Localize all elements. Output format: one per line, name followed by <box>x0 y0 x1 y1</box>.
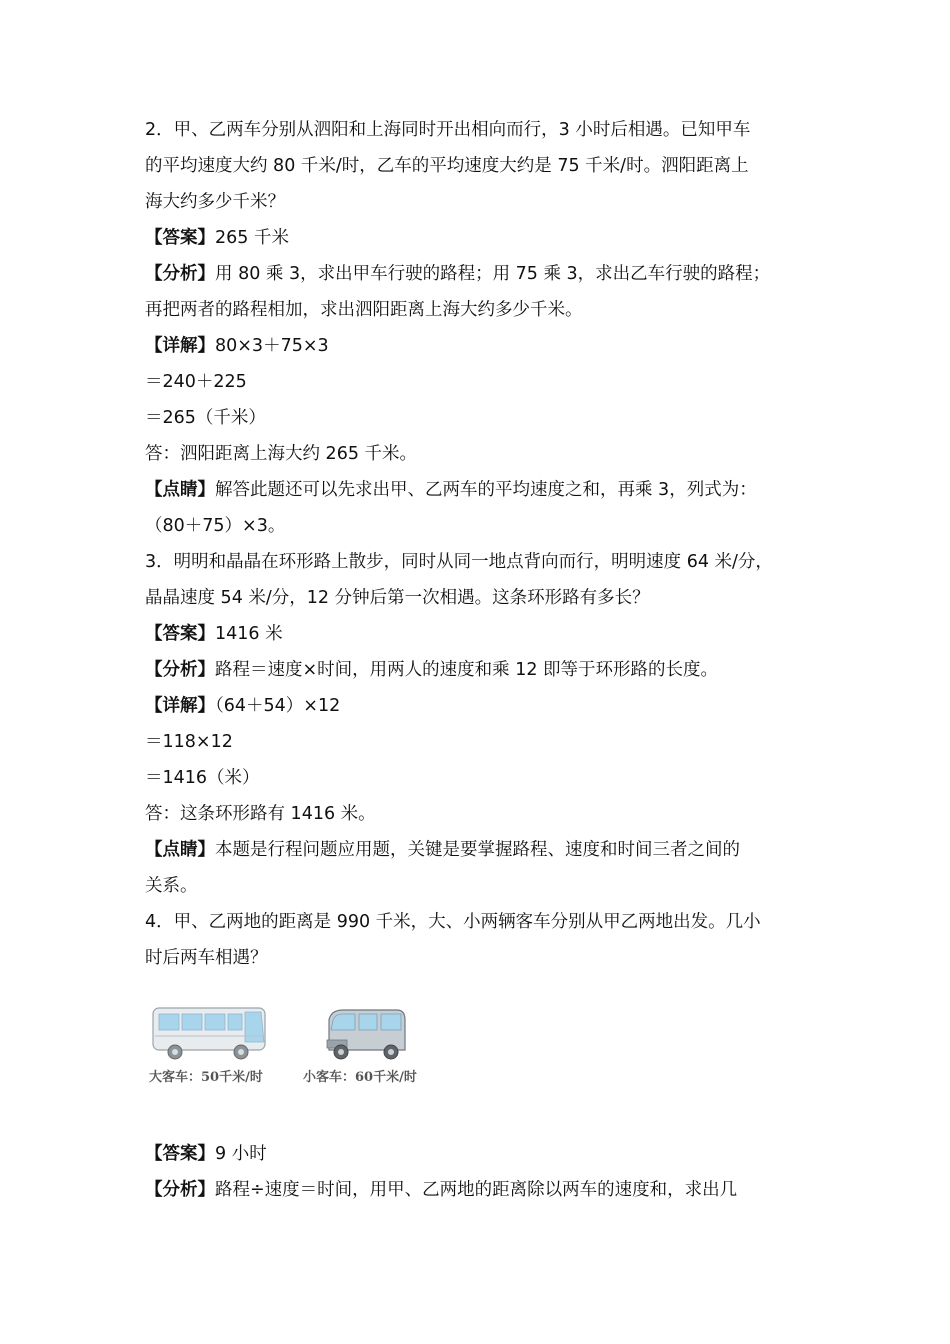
q2-analysis-cont: 再把两者的路程相加，求出泗阳距离上海大约多少千米。 <box>145 300 583 320</box>
q2-problem-line: 海大约多少千米？ <box>145 192 285 212</box>
big-bus-caption: 大客车：50千米/时 <box>149 1070 263 1085</box>
detail-tag: 【详解】 <box>145 696 215 716</box>
q4-answer <box>145 1144 825 1180</box>
small-bus-caption: 小客车：60千米/时 <box>303 1070 417 1085</box>
answer-text: 265 千米 <box>215 228 289 248</box>
bus-icon <box>151 1002 269 1062</box>
q2-problem-line: 2．甲、乙两车分别从泗阳和上海同时开出相向而行，3 小时后相遇。已知甲车 <box>145 120 751 140</box>
analysis-text: 路程＝速度×时间，用两人的速度和乘 12 即等于环形路的长度。 <box>215 660 719 680</box>
document-page <box>145 120 825 1216</box>
q4-problem-line: 时后两车相遇？ <box>145 948 268 968</box>
van-icon <box>325 1006 409 1064</box>
tip-text: 解答此题还可以先求出甲、乙两车的平均速度之和，再乘 3，列式为： <box>215 480 757 500</box>
q2-detail-step: ＝265（千米） <box>145 408 266 428</box>
detail-text: （64＋54）×12 <box>215 696 341 716</box>
detail-tag: 【详解】 <box>145 336 215 356</box>
answer-tag: 【答案】 <box>145 1144 215 1164</box>
q4-analysis <box>145 1180 825 1216</box>
answer-text: 1416 米 <box>215 624 283 644</box>
tip-tag: 【点睛】 <box>145 840 215 860</box>
q2-answer <box>145 228 825 264</box>
answer-text: 9 小时 <box>215 1144 267 1164</box>
q3-tip-cont: 关系。 <box>145 876 198 896</box>
tip-tag: 【点睛】 <box>145 480 215 500</box>
q3-problem-line: 3．明明和晶晶在环形路上散步，同时从同一地点背向而行，明明速度 64 米/分， <box>145 552 773 572</box>
q2-analysis <box>145 264 825 300</box>
q2-detail-step: ＝240＋225 <box>145 372 247 392</box>
analysis-text: 路程÷速度＝时间，用甲、乙两地的距离除以两车的速度和，求出几 <box>215 1180 738 1200</box>
q3-problem-line: 晶晶速度 54 米/分，12 分钟后第一次相遇。这条环形路有多长？ <box>145 588 650 608</box>
q3-reply: 答：这条环形路有 1416 米。 <box>145 804 376 824</box>
q2-tip-cont: （80＋75）×3。 <box>145 516 286 536</box>
analysis-tag: 【分析】 <box>145 660 215 680</box>
tip-text: 本题是行程问题应用题，关键是要掌握路程、速度和时间三者之间的 <box>215 840 740 860</box>
analysis-tag: 【分析】 <box>145 1180 215 1200</box>
q3-detail-step: ＝118×12 <box>145 732 233 752</box>
detail-text: 80×3＋75×3 <box>215 336 329 356</box>
q3-analysis <box>145 660 825 696</box>
q2-tip <box>145 480 825 516</box>
q3-tip <box>145 840 825 876</box>
analysis-tag: 【分析】 <box>145 264 215 284</box>
q3-detail <box>145 696 825 732</box>
q2-reply: 答：泗阳距离上海大约 265 千米。 <box>145 444 418 464</box>
q3-detail-step: ＝1416（米） <box>145 768 260 788</box>
q2-detail <box>145 336 825 372</box>
q2-problem-line: 的平均速度大约 80 千米/时，乙车的平均速度大约是 75 千米/时。泗阳距离上 <box>145 156 749 176</box>
q4-problem-line: 4．甲、乙两地的距离是 990 千米，大、小两辆客车分别从甲乙两地出发。几小 <box>145 912 761 932</box>
q3-answer <box>145 624 825 660</box>
vehicles-figure <box>145 984 825 1144</box>
analysis-text: 用 80 乘 3，求出甲车行驶的路程；用 75 乘 3，求出乙车行驶的路程； <box>215 264 771 284</box>
answer-tag: 【答案】 <box>145 624 215 644</box>
answer-tag: 【答案】 <box>145 228 215 248</box>
